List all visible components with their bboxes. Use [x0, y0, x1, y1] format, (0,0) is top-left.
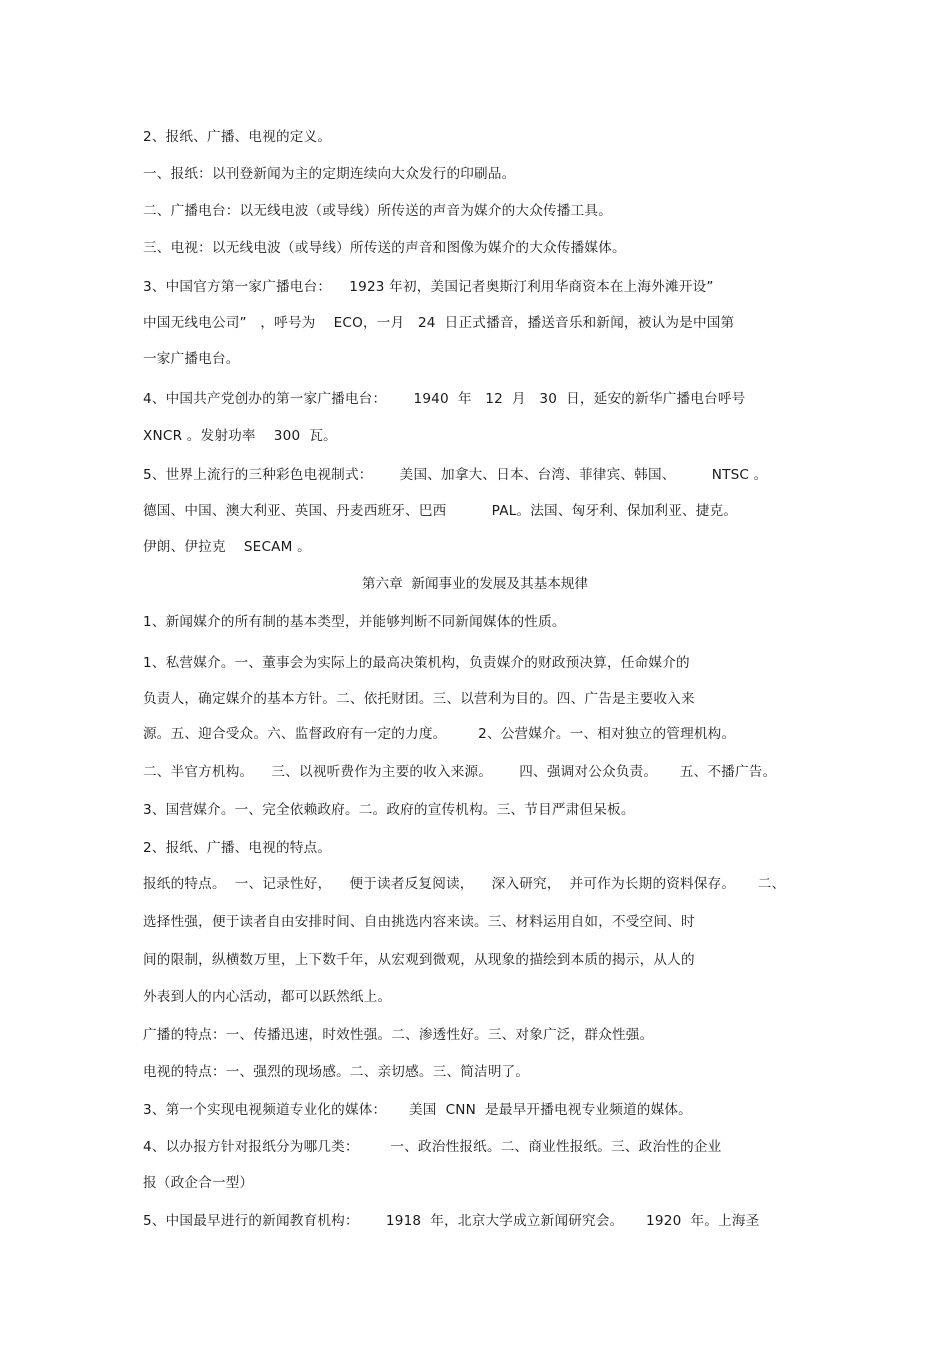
text-line: 外表到人的内心活动，都可以跃然纸上。 [143, 989, 392, 1005]
text-line: 中国无线电公司” ，呼号为 ECO，一月 24 日正式播音，播送音乐和新闻，被认为是中国第 [143, 315, 735, 331]
text-line: 3、中国官方第一家广播电台： 1923 年初，美国记者奥斯汀利用华商资本在上海外滩开设” [143, 279, 714, 295]
text-line: 二、半官方机构。 三、以视听费作为主要的收入来源。 四、强调对公众负责。 五、不播广告。 [143, 764, 777, 780]
text-line: XNCR 。发射功率 300 瓦。 [143, 428, 337, 444]
text-line: 1、私营媒介。一、董事会为实际上的最高决策机构，负责媒介的财政预决算，任命媒介的 [143, 655, 690, 671]
text-line: 报（政企合一型） [143, 1175, 254, 1191]
text-line: 3、第一个实现电视频道专业化的媒体： 美国 CNN 是最早开播电视专业频道的媒体。 [143, 1102, 692, 1118]
text-line: 源。五、迎合受众。六、监督政府有一定的力度。 2、公营媒介。一、相对独立的管理机构。 [143, 726, 736, 742]
text-line: 5、世界上流行的三种彩色电视制式： 美国、加拿大、日本、台湾、菲律宾、韩国、 NTSC 。 [143, 467, 768, 483]
text-line: 电视的特点：一、强烈的现场感。二、亲切感。三、简洁明了。 [143, 1064, 530, 1080]
text-line: 二、广播电台：以无线电波（或导线）所传送的声音为媒介的大众传播工具。 [143, 203, 612, 219]
text-line: 3、国营媒介。一、完全依赖政府。二。政府的宣传机构。三、节目严肃但呆板。 [143, 802, 635, 818]
text-line: 5、中国最早进行的新闻教育机构： 1918 年，北京大学成立新闻研究会。 1920 年。上海圣 [143, 1213, 760, 1229]
chapter-title: 第六章 新闻事业的发展及其基本规律 [361, 576, 589, 592]
text-line: 负责人，确定媒介的基本方针。二、依托财团。三、以营利为目的。四、广告是主要收入来 [143, 691, 695, 707]
text-line: 一、报纸：以刊登新闻为主的定期连续向大众发行的印刷品。 [143, 166, 516, 182]
text-line: 2、报纸、广播、电视的定义。 [143, 129, 332, 145]
text-line: 报纸的特点。 一、记录性好， 便于读者反复阅读， 深入研究， 并可作为长期的资料保存。 二、 [143, 876, 786, 892]
text-line: 2、报纸、广播、电视的特点。 [143, 840, 332, 856]
text-line: 间的限制，纵横数万里，上下数千年，从宏观到微观，从现象的描绘到本质的揭示，从人的 [143, 952, 695, 968]
text-line: 4、以办报方针对报纸分为哪几类： 一、政治性报纸。二、商业性报纸。三、政治性的企业 [143, 1139, 722, 1155]
text-line: 广播的特点：一、传播迅速，时效性强。二、渗透性好。三、对象广泛，群众性强。 [143, 1027, 654, 1043]
text-line: 1、新闻媒介的所有制的基本类型，并能够判断不同新闻媒体的性质。 [143, 614, 566, 630]
text-line: 德国、中国、澳大利亚、英国、丹麦西班牙、巴西 PAL。法国、匈牙利、保加利亚、捷克。 [143, 503, 738, 519]
text-line: 伊朗、伊拉克 SECAM 。 [143, 539, 311, 555]
text-line: 一家广播电台。 [143, 351, 240, 367]
text-line: 选择性强，便于读者自由安排时间、自由挑选内容来读。三、材料运用自如，不受空间、时 [143, 914, 695, 930]
text-line: 三、电视：以无线电波（或导线）所传送的声音和图像为媒介的大众传播媒体。 [143, 240, 626, 256]
text-line: 4、中国共产党创办的第一家广播电台： 1940 年 12 月 30 日，延安的新华广播电台呼号 [143, 391, 746, 407]
